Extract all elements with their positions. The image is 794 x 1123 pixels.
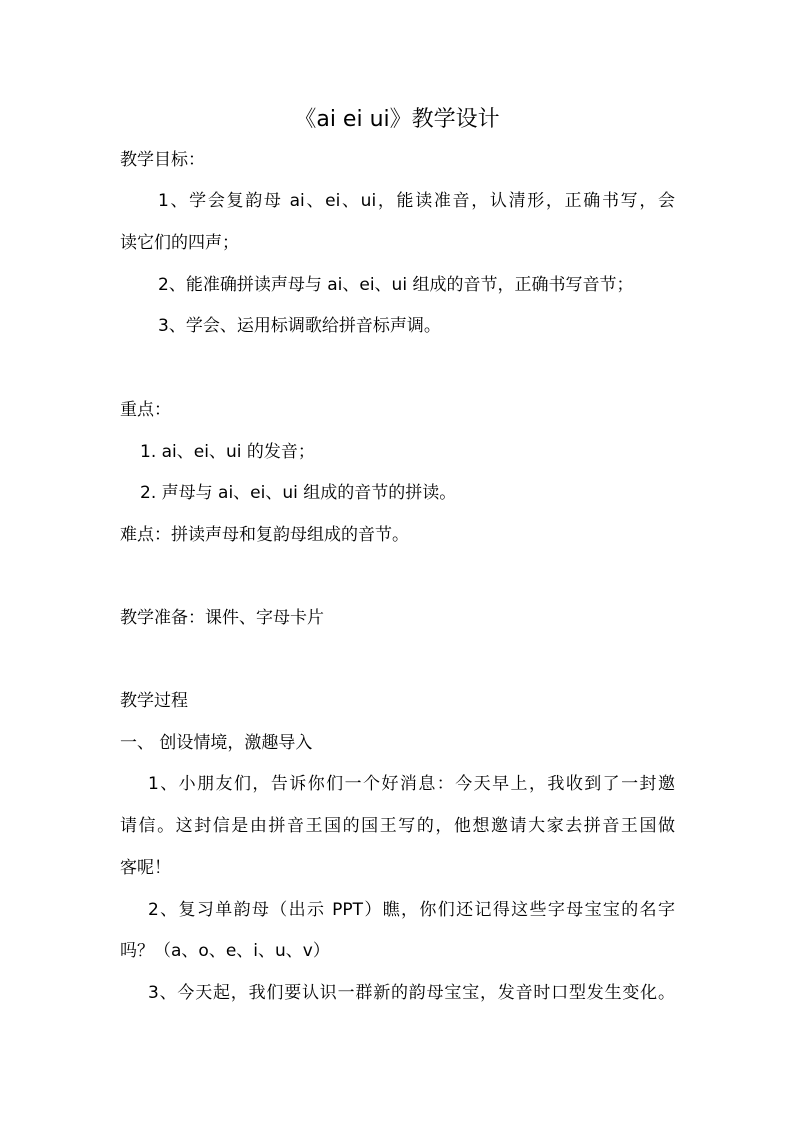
section-heading-objectives: 教学目标： (120, 150, 205, 170)
list-item: 1. ai、ei、ui 的发音； (140, 442, 315, 462)
subsection-heading: 一、 创设情境，激趣导入 (120, 733, 313, 753)
paragraph-line: 3、今天起，我们要认识一群新的韵母宝宝，发音时口型发生变化。 (148, 983, 675, 1003)
section-heading-preparation: 教学准备：课件、字母卡片 (120, 608, 324, 628)
section-heading-key-points: 重点： (120, 400, 171, 420)
paragraph-line: 请信。这封信是由拼音王国的国王写的，他想邀请大家去拼音王国做 (120, 816, 675, 836)
document-title: 《ai ei ui》教学设计 (294, 107, 500, 132)
paragraph-line: 读它们的四声； (120, 233, 239, 253)
paragraph-line: 客呢！ (120, 858, 171, 878)
paragraph-line: 2、能准确拼读声母与 ai、ei、ui 组成的音节，正确书写音节； (158, 275, 634, 295)
paragraph-line: 3、学会、运用标调歌给拼音标声调。 (158, 316, 441, 336)
section-heading-process: 教学过程 (120, 691, 188, 711)
paragraph-line: 吗？（a、o、e、i、u、v） (120, 941, 330, 961)
paragraph-line: 1、小朋友们，告诉你们一个好消息：今天早上，我收到了一封邀 (148, 774, 675, 794)
paragraph-line: 1、学会复韵母 ai、ei、ui，能读准音，认清形，正确书写，会 (158, 191, 675, 211)
section-heading-difficulty: 难点：拼读声母和复韵母组成的音节。 (120, 525, 409, 545)
list-item: 2. 声母与 ai、ei、ui 组成的音节的拼读。 (140, 483, 457, 503)
paragraph-line: 2、复习单韵母（出示 PPT）瞧，你们还记得这些字母宝宝的名字 (148, 900, 675, 920)
